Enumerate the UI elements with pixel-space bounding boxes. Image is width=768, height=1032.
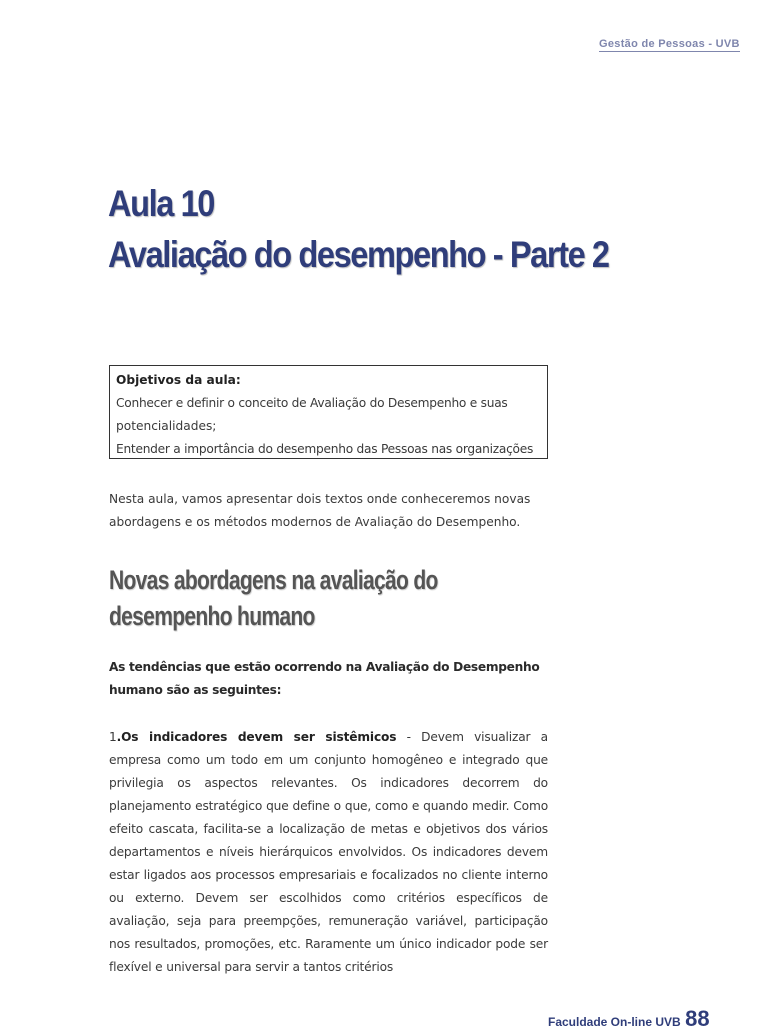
lead-paragraph: As tendências que estão ocorrendo na Avaliação do Desempenho humano são as seguintes: bbox=[109, 660, 540, 697]
lesson-number: Aula 10 bbox=[108, 183, 214, 224]
section-heading-line-1: Novas abordagens na avaliação do bbox=[109, 565, 438, 595]
objective-line-3: Entender a importância do desempenho das Pessoas nas organizações bbox=[116, 442, 534, 456]
lesson-subtitle: Avaliação do desempenho - Parte 2 bbox=[108, 234, 609, 275]
page-number: 88 bbox=[685, 1006, 710, 1031]
page-footer bbox=[548, 1006, 710, 1032]
section-heading-line-2: desempenho humano bbox=[109, 601, 315, 631]
objective-line-1: Conhecer e definir o conceito de Avaliação do Desempenho e suas bbox=[116, 396, 508, 410]
item-1-heading: .Os indicadores devem ser sistêmicos bbox=[116, 730, 397, 744]
running-header: Gestão de Pessoas - UVB bbox=[599, 38, 740, 50]
section-heading bbox=[109, 562, 438, 634]
item-1-paragraph bbox=[109, 726, 548, 979]
lesson-title bbox=[108, 178, 609, 280]
item-1-number: 1 bbox=[109, 730, 117, 744]
objectives-box bbox=[109, 365, 548, 459]
objectives-heading: Objetivos da aula: bbox=[116, 373, 241, 387]
objective-line-2: potencialidades; bbox=[116, 419, 217, 433]
intro-paragraph: Nesta aula, vamos apresentar dois textos onde conheceremos novas abordagens e os métodos modernos de Avaliação do Desempenho. bbox=[109, 492, 531, 529]
footer-label: Faculdade On-line UVB bbox=[548, 1015, 681, 1029]
item-1-text: - Devem visualizar a empresa como um todo em um conjunto homogêneo e integrado que privilegia os aspectos relevantes. Os indicadores decorrem do planejamento estratégico que define o que, como e quando medir. Como efeito cascata, facilita-se a localização de metas e objetivos dos vários departamentos e níveis hierárquicos envolvidos. Os indicadores devem estar ligados aos processos empresariais e focalizados no cliente interno ou externo. Devem ser escolhidos como critérios específicos de avaliação, seja para preempções, remuneração variável, participação nos resultados, promoções, etc. Raramente um único indicador pode ser flexível e universal para servir a tantos critérios bbox=[109, 730, 548, 974]
